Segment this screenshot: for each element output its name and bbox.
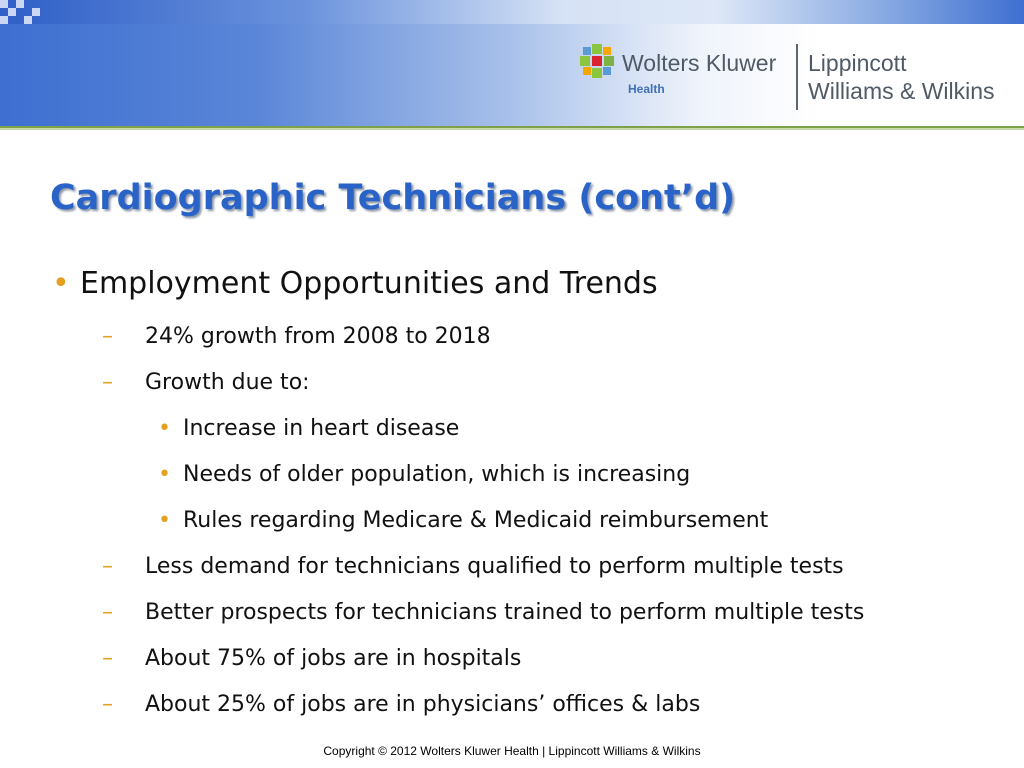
logo-imprint-line2: Williams & Wilkins bbox=[808, 78, 995, 104]
sub-bullet-item: About 25% of jobs are in physicians’ offices & labs bbox=[145, 692, 701, 717]
logo-imprint-line1: Lippincott bbox=[808, 50, 907, 76]
sub-sub-bullet-item: Needs of older population, which is increasing bbox=[183, 462, 691, 487]
sub-bullet-item: 24% growth from 2008 to 2018 bbox=[145, 324, 491, 349]
dash-marker: – bbox=[102, 324, 113, 349]
copyright-footer: Copyright © 2012 Wolters Kluwer Health | Lippincott Williams & Wilkins bbox=[323, 744, 701, 758]
sub-sub-bullet-item: Rules regarding Medicare & Medicaid reimbursement bbox=[183, 508, 769, 533]
sub-sub-bullet-item: Increase in heart disease bbox=[183, 416, 460, 441]
dash-marker: – bbox=[102, 600, 113, 625]
bullet-marker: • bbox=[158, 462, 171, 487]
dash-marker: – bbox=[102, 554, 113, 579]
bullet-marker: • bbox=[158, 416, 171, 441]
bullet-item: Employment Opportunities and Trends bbox=[80, 266, 658, 301]
slide-title: Cardiographic Technicians (cont’d) bbox=[50, 178, 736, 218]
sub-bullet-item: About 75% of jobs are in hospitals bbox=[145, 646, 522, 671]
dash-marker: – bbox=[102, 370, 113, 395]
bullet-marker: • bbox=[158, 508, 171, 533]
logo-company-name: Wolters Kluwer bbox=[622, 50, 777, 76]
sub-bullet-item: Better prospects for technicians trained to perform multiple tests bbox=[145, 600, 865, 625]
sub-bullet-item: Less demand for technicians qualified to perform multiple tests bbox=[145, 554, 844, 579]
sub-bullet-item: Growth due to: bbox=[145, 370, 310, 395]
bullet-marker: • bbox=[52, 266, 70, 301]
dash-marker: – bbox=[102, 646, 113, 671]
dash-marker: – bbox=[102, 692, 113, 717]
logo-division: Health bbox=[628, 82, 665, 96]
